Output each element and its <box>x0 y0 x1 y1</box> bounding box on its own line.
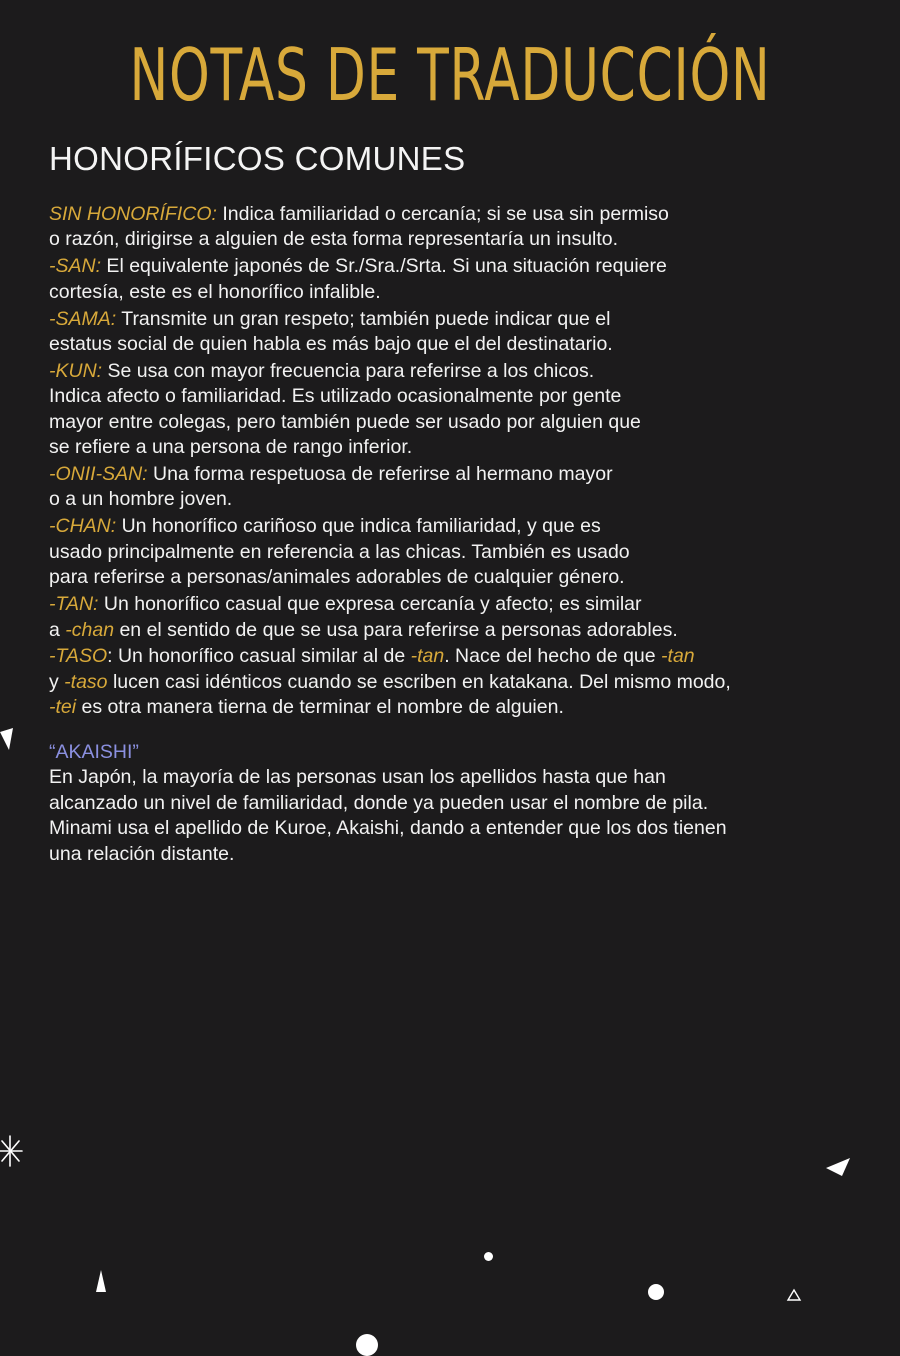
entry-san <box>49 254 849 305</box>
entry-sama <box>49 307 849 358</box>
entry-taso <box>49 644 849 720</box>
entry-text: Un honorífico casual que expresa cercanía y afecto; es similar a <box>49 593 642 641</box>
entry-tan <box>49 592 849 643</box>
entry-text: . Nace del hecho de que <box>444 645 662 668</box>
sparkle-decoration <box>0 1134 26 1168</box>
entry-term: -ONII-SAN: <box>49 463 148 486</box>
inline-term: -taso <box>64 670 108 693</box>
entry-text: Se usa con mayor frecuencia para referirse a los chicos. Indica afecto o familiaridad. Es utilizado ocasionalmente por gente mayor entre colegas, pero también puede ser usado por alguien que se refiere a una persona de rango inferior. <box>49 359 641 459</box>
entry-text: en el sentido de que se usa para referirse a personas adorables. <box>114 618 678 641</box>
entry-text: es otra manera tierna de terminar el nombre de alguien. <box>76 696 564 719</box>
entry-text: Transmite un gran respeto; también puede indicar que el estatus social de quien habla es más bajo que el del destinatario. <box>49 307 613 356</box>
section-heading: HONORÍFICOS COMUNES <box>49 140 466 177</box>
entry-text: lucen casi idénticos cuando se escriben en katakana. Del mismo modo, <box>112 670 731 693</box>
entry-text: Una forma respetuosa de referirse al hermano mayor o a un hombre joven. <box>49 463 613 511</box>
entry-term: -TAN: <box>49 593 99 616</box>
entry-sin-honorifico <box>49 202 849 253</box>
triangle-outline-decoration <box>786 1288 802 1302</box>
akaishi-heading: “AKAISHI” <box>49 741 139 763</box>
entry-term: SIN HONORÍFICO: <box>49 203 217 225</box>
inline-term: -tan <box>410 645 445 668</box>
dot-decoration <box>356 1334 378 1356</box>
akaishi-body: En Japón, la mayoría de las personas usan los apellidos hasta que han alcanzado un nivel de familiaridad, donde ya pueden usar el nombre de pila. Minami usa el apellido de Kuroe, Akaishi, dando a entender que los dos tienen una relación distante. <box>49 766 727 865</box>
akaishi-note <box>49 740 849 867</box>
entry-term: -SAN: <box>49 255 102 278</box>
dot-decoration <box>484 1252 493 1261</box>
entry-text: El equivalente japonés de Sr./Sra./Srta. Si una situación requiere cortesía, este es el honorífico infalible. <box>49 255 667 303</box>
triangle-decoration <box>0 728 14 752</box>
triangle-decoration <box>824 1156 852 1178</box>
entry-text: : Un honorífico casual similar al de <box>107 645 411 668</box>
entry-text: Un honorífico cariñoso que indica familiaridad, y que es usado principalmente en referencia a las chicas. También es usado para referirse a personas/animales adorables de cualquier género. <box>49 515 630 589</box>
entry-term: -CHAN: <box>49 515 117 538</box>
entry-term: -KUN: <box>49 359 103 382</box>
entry-chan <box>49 514 849 590</box>
inline-term: -tei <box>49 696 77 719</box>
page-title: NOTAS DE TRADUCCIÓN <box>129 33 771 117</box>
inline-term: -tan <box>661 645 695 668</box>
triangle-decoration <box>94 1270 108 1294</box>
entry-text: Indica familiaridad o cercanía; si se usa sin permiso o razón, dirigirse a alguien de esta forma representaría un insulto. <box>49 203 669 251</box>
dot-decoration <box>648 1284 664 1300</box>
entry-onii-san <box>49 462 849 513</box>
inline-term: -chan <box>65 618 115 641</box>
entry-term: -SAMA: <box>49 307 117 330</box>
entry-term: -TASO <box>49 645 108 668</box>
entry-text: y <box>49 670 59 693</box>
honorifics-list <box>49 202 849 722</box>
entry-kun <box>49 359 849 461</box>
